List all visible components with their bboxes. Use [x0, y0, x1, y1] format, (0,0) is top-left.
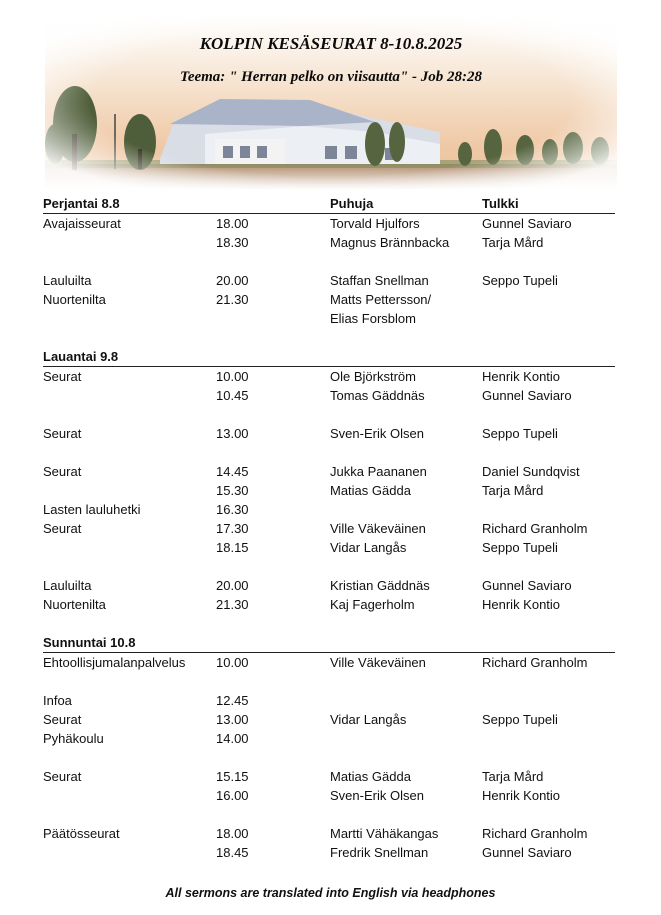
schedule-row: [43, 214, 615, 233]
schedule-row: [43, 367, 615, 386]
speaker-name: Matts Pettersson/: [330, 292, 432, 307]
event-name: Seurat: [43, 712, 82, 727]
event-time: 14.45: [216, 464, 249, 479]
event-name: Lauluilta: [43, 273, 92, 288]
interpreter-name: Henrik Kontio: [482, 369, 561, 384]
event-time: 15.15: [216, 769, 249, 784]
event-name: Seurat: [43, 464, 82, 479]
interpreter-name: Henrik Kontio: [482, 788, 561, 803]
event-name: Nuortenilta: [43, 292, 106, 307]
speaker-name: Ole Björkström: [330, 369, 416, 384]
schedule-row: [43, 462, 615, 481]
day-label: Sunnuntai 10.8: [43, 635, 136, 650]
event-time: 18.30: [216, 235, 249, 250]
interpreter-name: Gunnel Saviaro: [482, 388, 572, 403]
event-time: 21.30: [216, 292, 249, 307]
interpreter-name: Seppo Tupeli: [482, 426, 558, 441]
day-header: [43, 633, 615, 653]
event-name: Pyhäkoulu: [43, 731, 104, 746]
event-name: Ehtoollisjumalanpalvelus: [43, 655, 186, 670]
day-header: [43, 194, 615, 214]
event-name: Seurat: [43, 369, 82, 384]
interpreter-name: Henrik Kontio: [482, 597, 561, 612]
speaker-name: Vidar Langås: [330, 540, 407, 555]
speaker-name: Martti Vähäkangas: [330, 826, 439, 841]
header-banner: [45, 14, 617, 190]
event-time: 18.00: [216, 826, 249, 841]
speaker-name: Elias Forsblom: [330, 311, 416, 326]
speaker-name: Tomas Gäddnäs: [330, 388, 425, 403]
event-time: 18.00: [216, 216, 249, 231]
speaker-name: Kristian Gäddnäs: [330, 578, 430, 593]
schedule-row: [43, 290, 615, 309]
speaker-name: Magnus Brännbacka: [330, 235, 450, 250]
speaker-name: Ville Väkeväinen: [330, 521, 426, 536]
speaker-name: Jukka Paananen: [330, 464, 427, 479]
speaker-name: Torvald Hjulfors: [330, 216, 420, 231]
day-label: Lauantai 9.8: [43, 349, 119, 364]
interpreter-name: Seppo Tupeli: [482, 540, 558, 555]
event-time: 20.00: [216, 273, 249, 288]
event-time: 10.45: [216, 388, 249, 403]
day-label: Perjantai 8.8: [43, 196, 120, 211]
schedule-row: [43, 786, 615, 805]
interpreter-name: Tarja Mård: [482, 769, 544, 784]
schedule-row: [43, 653, 615, 672]
speaker-name: Ville Väkeväinen: [330, 655, 426, 670]
schedule-row: [43, 481, 615, 500]
interpreter-name: Gunnel Saviaro: [482, 216, 572, 231]
event-name: Seurat: [43, 426, 82, 441]
schedule-row: [43, 519, 615, 538]
event-name: Seurat: [43, 769, 82, 784]
schedule-row: [43, 271, 615, 290]
interpreter-name: Tarja Mård: [482, 483, 544, 498]
schedule-row: [43, 767, 615, 786]
interpreter-name: Richard Granholm: [482, 655, 588, 670]
event-time: 18.45: [216, 845, 249, 860]
speaker-name: Kaj Fagerholm: [330, 597, 415, 612]
spacer: [43, 405, 615, 424]
interpreter-name: Richard Granholm: [482, 826, 588, 841]
schedule-row: [43, 843, 615, 862]
spacer: [43, 328, 615, 347]
schedule-row: [43, 824, 615, 843]
interpreter-name: Tarja Mård: [482, 235, 544, 250]
event-time: 16.00: [216, 788, 249, 803]
speaker-name: Sven-Erik Olsen: [330, 788, 424, 803]
event-name: Lasten lauluhetki: [43, 502, 141, 517]
event-time: 18.15: [216, 540, 249, 555]
schedule-row: [43, 309, 615, 328]
event-time: 13.00: [216, 426, 249, 441]
spacer: [43, 557, 615, 576]
schedule-row: [43, 576, 615, 595]
event-time: 15.30: [216, 483, 249, 498]
speaker-name: Staffan Snellman: [330, 273, 429, 288]
speaker-name: Matias Gädda: [330, 483, 411, 498]
speaker-name: Matias Gädda: [330, 769, 411, 784]
speaker-name: Fredrik Snellman: [330, 845, 429, 860]
event-theme: Teema: " Herran pelko on viisautta" - Job 28:28: [180, 69, 482, 85]
interpreter-name: Daniel Sundqvist: [482, 464, 580, 479]
schedule-row: [43, 386, 615, 405]
event-title: KOLPIN KESÄSEURAT 8-10.8.2025: [199, 34, 463, 53]
event-time: 21.30: [216, 597, 249, 612]
spacer: [43, 252, 615, 271]
day-header: [43, 347, 615, 367]
spacer: [43, 443, 615, 462]
schedule-row: [43, 729, 615, 748]
spacer: [43, 805, 615, 824]
schedule: [43, 194, 615, 862]
event-name: Avajaisseurat: [43, 216, 121, 231]
event-time: 17.30: [216, 521, 249, 536]
schedule-row: [43, 233, 615, 252]
speaker-column-header: Puhuja: [330, 196, 374, 211]
event-time: 10.00: [216, 655, 249, 670]
interpreter-name: Gunnel Saviaro: [482, 578, 572, 593]
spacer: [43, 614, 615, 633]
event-time: 10.00: [216, 369, 249, 384]
schedule-row: [43, 691, 615, 710]
translation-note: All sermons are translated into English via headphones: [165, 886, 496, 900]
schedule-row: [43, 424, 615, 443]
event-time: 13.00: [216, 712, 249, 727]
event-name: Nuortenilta: [43, 597, 106, 612]
event-time: 14.00: [216, 731, 249, 746]
speaker-name: Vidar Langås: [330, 712, 407, 727]
event-name: Lauluilta: [43, 578, 92, 593]
schedule-row: [43, 710, 615, 729]
spacer: [43, 748, 615, 767]
interpreter-name: Gunnel Saviaro: [482, 845, 572, 860]
schedule-row: [43, 538, 615, 557]
spacer: [43, 672, 615, 691]
event-time: 16.30: [216, 502, 249, 517]
interpreter-name: Richard Granholm: [482, 521, 588, 536]
speaker-name: Sven-Erik Olsen: [330, 426, 424, 441]
event-time: 20.00: [216, 578, 249, 593]
event-time: 12.45: [216, 693, 249, 708]
interpreter-column-header: Tulkki: [482, 196, 519, 211]
event-name: Infoa: [43, 693, 72, 708]
schedule-row: [43, 595, 615, 614]
interpreter-name: Seppo Tupeli: [482, 273, 558, 288]
schedule-row: [43, 500, 615, 519]
event-name: Seurat: [43, 521, 82, 536]
event-name: Päätösseurat: [43, 826, 120, 841]
interpreter-name: Seppo Tupeli: [482, 712, 558, 727]
